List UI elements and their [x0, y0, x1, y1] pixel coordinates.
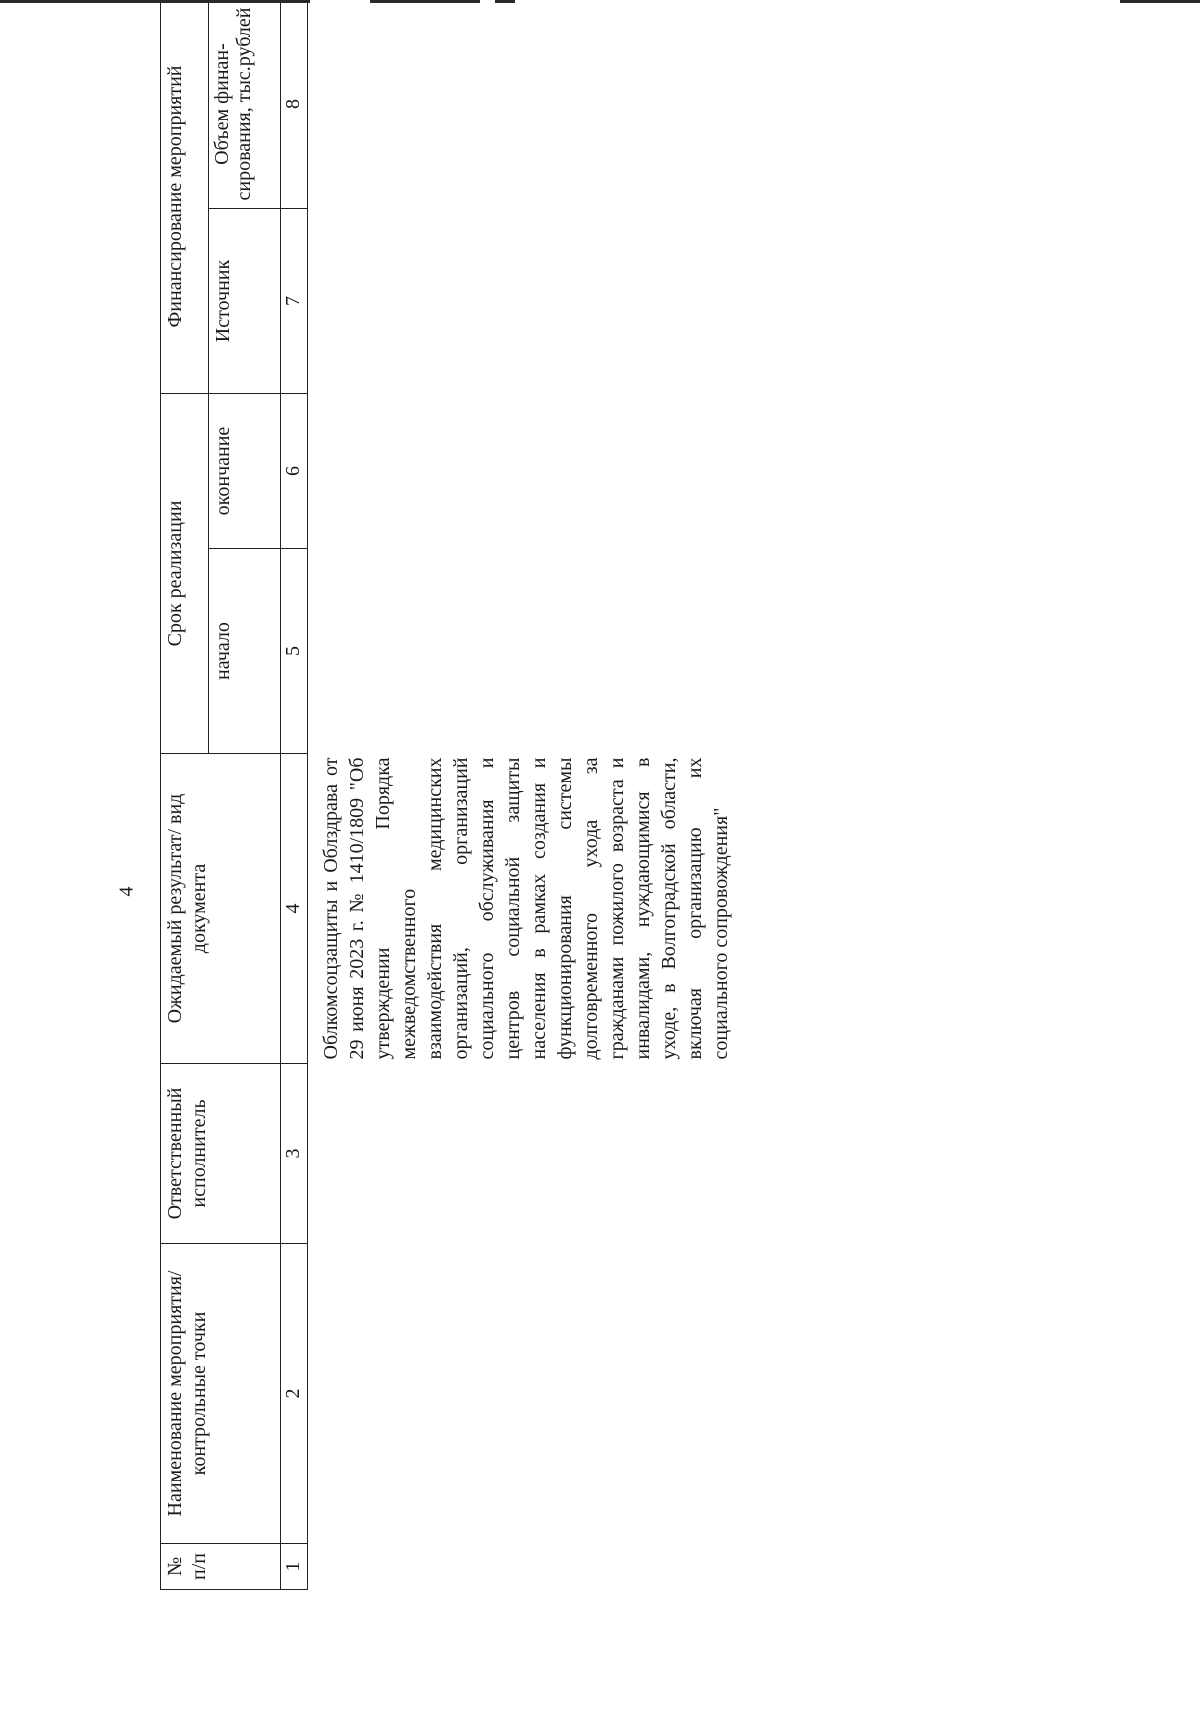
header-activity-name: Наименование мероприятия/ контрольные точки — [161, 1244, 281, 1544]
column-number: 8 — [281, 0, 308, 209]
header-expected-result: Ожидаемый результат/ вид документа — [161, 754, 281, 1064]
header-financing-group: Финансирование мероприятий — [161, 0, 209, 394]
column-number: 2 — [281, 1244, 308, 1544]
column-number: 6 — [281, 394, 308, 549]
rotated-table-container — [160, 0, 1060, 1590]
header-source: Источник — [209, 209, 281, 394]
column-number: 5 — [281, 549, 308, 754]
header-number: № п/п — [161, 1544, 281, 1590]
table-row — [308, 0, 735, 1590]
header-end: окончание — [209, 394, 281, 549]
activity-plan-table — [160, 0, 734, 1590]
column-number: 3 — [281, 1064, 308, 1244]
header-term-group: Срок реализации — [161, 394, 209, 754]
column-number: 4 — [281, 754, 308, 1064]
column-number: 1 — [281, 1544, 308, 1590]
expected-result-cell — [308, 754, 735, 1064]
header-responsible: Ответственный исполнитель — [161, 1064, 281, 1244]
page-number: 4 — [115, 886, 138, 897]
header-financing-volume: Объем финан- сирования, тыс.рублей — [209, 0, 281, 209]
scan-edge-mark — [1120, 0, 1200, 3]
column-number: 7 — [281, 209, 308, 394]
header-start: начало — [209, 549, 281, 754]
expected-result-text: Облкомсоцзащиты и Облздрава от 29 июня 2023 г. № 1410/1809 "Об утверждении Порядка межведомственного взаимодействия медицинских организаций, организаций социального обслуживания и центров социальной защиты населения в рамках создания и функционирования системы долговременного ухода за гражданами пожилого возраста и инвалидами, нуждающимися в уходе, в Волгоградской области, включая организацию их социального сопровождения" — [320, 757, 732, 1060]
